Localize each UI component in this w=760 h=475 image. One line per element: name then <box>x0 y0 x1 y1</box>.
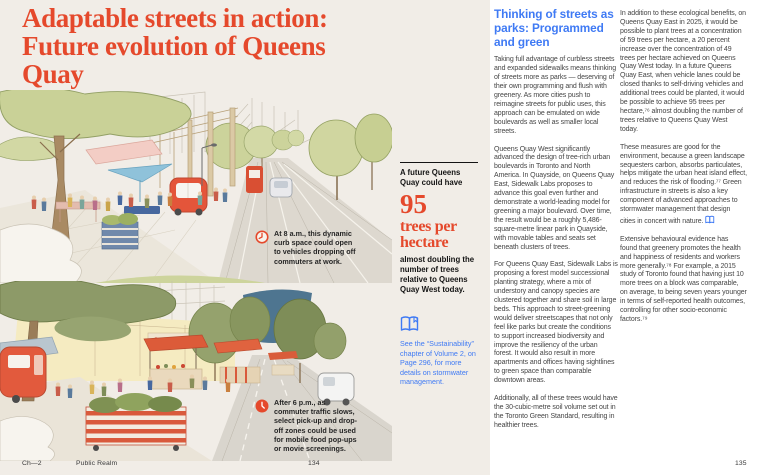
paragraph: Extensive behavioural evidence has found that greenery promotes the health and happiness of residents and workers more generally.⁷⁸ For example, a 2015 study of Toronto found that having just 10 more trees on a block was comparable, on average, to being seven years younger in terms of self-reported health outcomes, controlling for other socio-economic factors.⁷⁹ <box>620 235 747 323</box>
footer-section: Public Realm <box>76 460 118 467</box>
paragraph: Queens Quay West significantly advanced the design of tree-rich urban boulevards in Toronto and North America. In Quayside, on Queens Quay East, Sidewalk Labs proposes to advance this goal even further and demonstrate a world-leading model for greening a major boulevard. Over time, the result would be a roughly 5,486-square-metre linear park in Quayside, with movable tables and seats set beneath clusters of trees. <box>494 145 615 251</box>
annotation-morning <box>255 229 360 266</box>
cross-reference-note: See the “Sustainability” chapter of Volume 2, on Page 296, for more details on stormwater management. <box>400 339 476 387</box>
annotation-evening <box>255 398 360 453</box>
footer-chapter: Ch—2 <box>22 460 42 467</box>
open-book-icon <box>705 215 715 224</box>
callout-intro: A future Queens Quay could have <box>400 168 463 187</box>
clock-icon <box>255 230 269 244</box>
clock-icon <box>255 399 269 413</box>
stat-callout <box>400 162 484 387</box>
paragraph: Additionally, all of these trees would have the 30-cubic-metre soil volume set out in the Toronto Green Standard, resulting in healthier trees. <box>494 395 618 429</box>
paragraph: Taking full advantage of curbless streets and expanded sidewalks means thinking of streets more as parks — deserving of their own programming and flush with greenery. As more cities push to reimagine streets for public uses, this approach can be emulated on wide boulevards as well as smaller local streets. <box>494 56 616 135</box>
section-heading: Thinking of streets as parks: Programmed and green <box>494 7 614 49</box>
paragraph: For Queens Quay East, Sidewalk Labs is proposing a forest model successional planting strategy, where a mix of understory and canopy species are clustered together and share soil in large beds. This approach to street-greening would deliver streetscapes that not only feel like parks but create the conditions to support increased biodiversity and improve the resiliency of the urban forest. It would also result in more apartments and offices having sightlines to green space than comparable downtown areas. <box>494 261 618 385</box>
stat-number: 95 <box>400 188 427 219</box>
page-title: Adaptable streets in action: Future evolution of Queens Quay <box>22 3 328 89</box>
paragraph: In addition to these ecological benefits, on Queens Quay East in 2025, it would be possible to plant trees at a concentration of 59 trees per hectare, a 20 percent increase over the concentration of 49 trees per hectare achieved on Queens Quay West today. In a future Queens Quay East, when vehicle lanes could be closed thanks to self-driving vehicles and additional trees could be planted, it would be possible to achieve 95 trees per hectare,⁷⁶ almost doubling the number of trees relative to Queens Quay West today. <box>620 10 746 133</box>
stat-unit: trees per hectare <box>400 217 457 251</box>
divider <box>400 162 478 163</box>
text-column-2 <box>620 10 747 334</box>
annotation-text: At 8 a.m., this dynamic curb space could open to vehicles dropping off commuters at work. <box>274 229 356 266</box>
paragraph-text: These measures are good for the environment, because a green landscape sequesters carbon, absorbs particulates, helps mitigate the urban heat island effect, and reduces the risk of flooding.⁷⁷ Green infrastructure in streets is also a key component of advanced approaches to stormwater management that design cities in concert with nature. <box>620 143 748 225</box>
annotation-text: After 6 p.m., as commuter traffic slows, select pick-up and drop-off zones could be used for mobile food pop-ups or movie screenings. <box>274 398 358 454</box>
open-book-icon <box>400 315 420 332</box>
paragraph <box>620 144 747 227</box>
text-column-1 <box>494 8 618 440</box>
callout-outro: almost doubling the number of trees relative to Queens Quay West today. <box>400 255 475 295</box>
page-number-left: 134 <box>308 460 320 467</box>
page-number-right: 135 <box>735 460 747 467</box>
